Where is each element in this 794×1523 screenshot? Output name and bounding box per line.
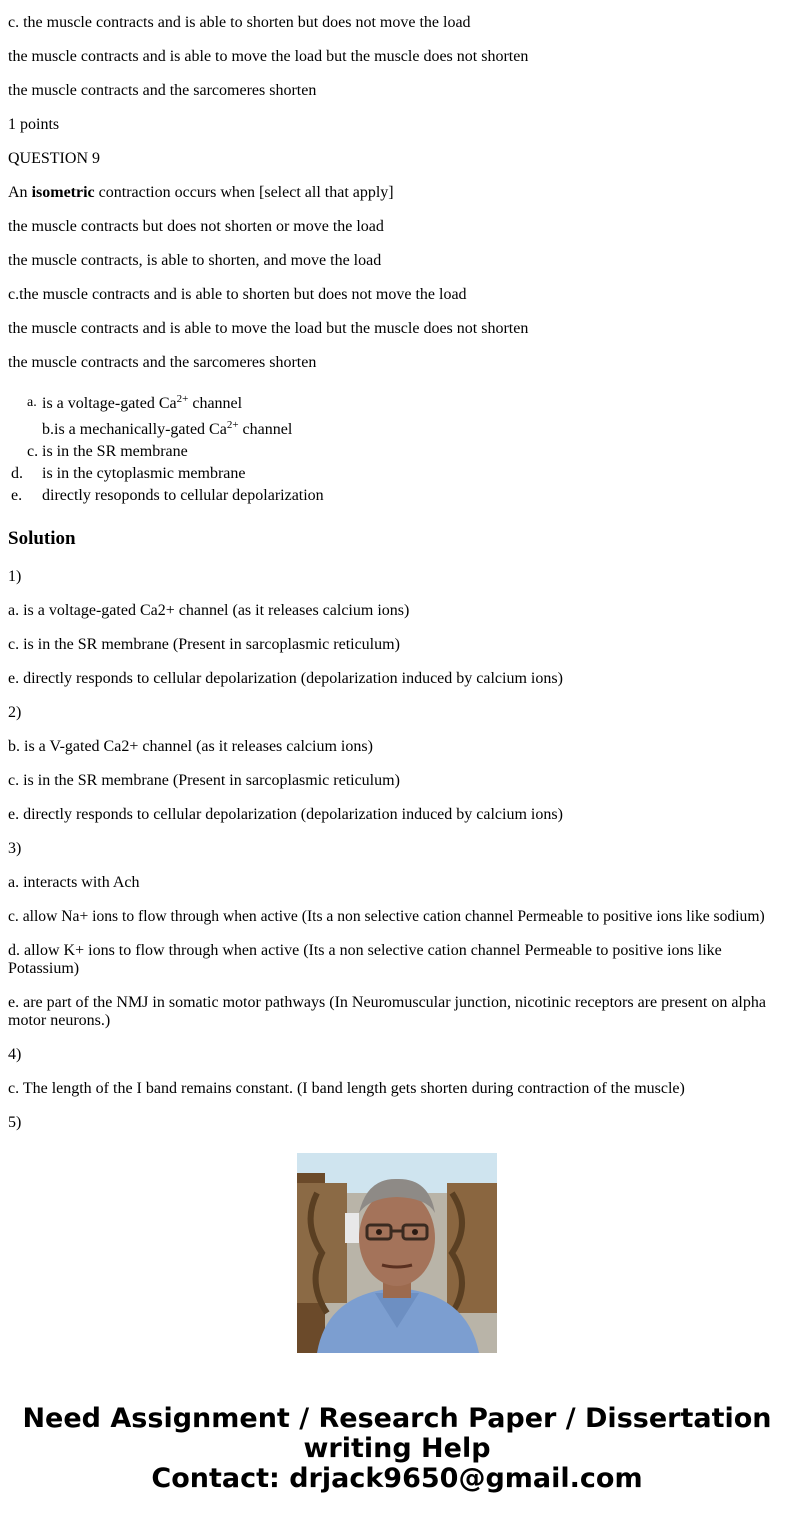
answer-number: 3) [8,840,22,857]
answer-line: c. The length of the I band remains constant. (I band length gets shorten during contraction of the muscle) [8,1080,685,1097]
contact-banner-line: Need Assignment / Research Paper / Dissertation [22,1403,772,1434]
option-text: the muscle contracts and is able to move the load but the muscle does not shorten [8,48,529,65]
answer-line: e. are part of the NMJ in somatic motor pathways (In Neuromuscular junction, nicotinic receptors are present on alpha motor neurons.) [8,994,766,1029]
question-prompt: An isometric contraction occurs when [select all that apply] [8,184,394,201]
solution-heading: Solution [8,528,76,549]
list-item: is a voltage-gated $Ca^{2+}$ channel [42,393,243,412]
answer-line: a. interacts with Ach [8,874,140,891]
answer-line: a. is a voltage-gated Ca2+ channel (as it releases calcium ions) [8,602,410,619]
question-title: QUESTION 9 [8,150,100,167]
answer-line: e. directly responds to cellular depolarization (depolarization induced by calcium ions) [8,670,563,687]
list-marker: d. [11,465,23,482]
option-text: the muscle contracts, is able to shorten, and move the load [8,252,382,269]
author-photo [297,1153,497,1353]
person-portrait-icon [297,1153,497,1353]
list-marker: c. [27,443,39,460]
list-item: is in the SR membrane [42,443,188,460]
contact-banner-email: Contact: drjack9650@gmail.com [151,1463,643,1494]
answer-number: 2) [8,704,22,721]
list-marker: e. [11,487,23,504]
points-label: 1 points [8,116,60,133]
answer-number: 5) [8,1114,22,1131]
option-text: the muscle contracts and is able to move the load but the muscle does not shorten [8,320,529,337]
answer-line: c. allow Na+ ions to flow through when active (Its a non selective cation channel Permeable to positive ions like sodium) [8,908,765,925]
answer-line: b. is a V-gated Ca2+ channel (as it releases calcium ions) [8,738,373,755]
list-marker: a. [27,395,37,410]
option-text: the muscle contracts but does not shorten or move the load [8,218,384,235]
list-item: is in the cytoplasmic membrane [42,465,246,482]
answer-line: d. allow K+ ions to flow through when active (Its a non selective cation channel Permeable to positive ions like Potassium) [8,942,722,977]
contact-banner-line: writing Help [303,1433,491,1464]
answer-line: c. is in the SR membrane (Present in sarcoplasmic reticulum) [8,636,400,653]
answer-line: c. is in the SR membrane (Present in sarcoplasmic reticulum) [8,772,400,789]
list-item: b.is a mechanically-gated $Ca^{2+}$ channel [42,419,293,438]
answer-number: 4) [8,1046,22,1063]
answer-line: e. directly responds to cellular depolarization (depolarization induced by calcium ions) [8,806,563,823]
list-item: directly resoponds to cellular depolarization [42,487,324,504]
answer-number: 1) [8,568,22,585]
option-text: c.the muscle contracts and is able to shorten but does not move the load [8,286,467,303]
option-text: the muscle contracts and the sarcomeres shorten [8,82,317,99]
option-text: c. the muscle contracts and is able to shorten but does not move the load [8,14,471,31]
option-text: the muscle contracts and the sarcomeres shorten [8,354,317,371]
